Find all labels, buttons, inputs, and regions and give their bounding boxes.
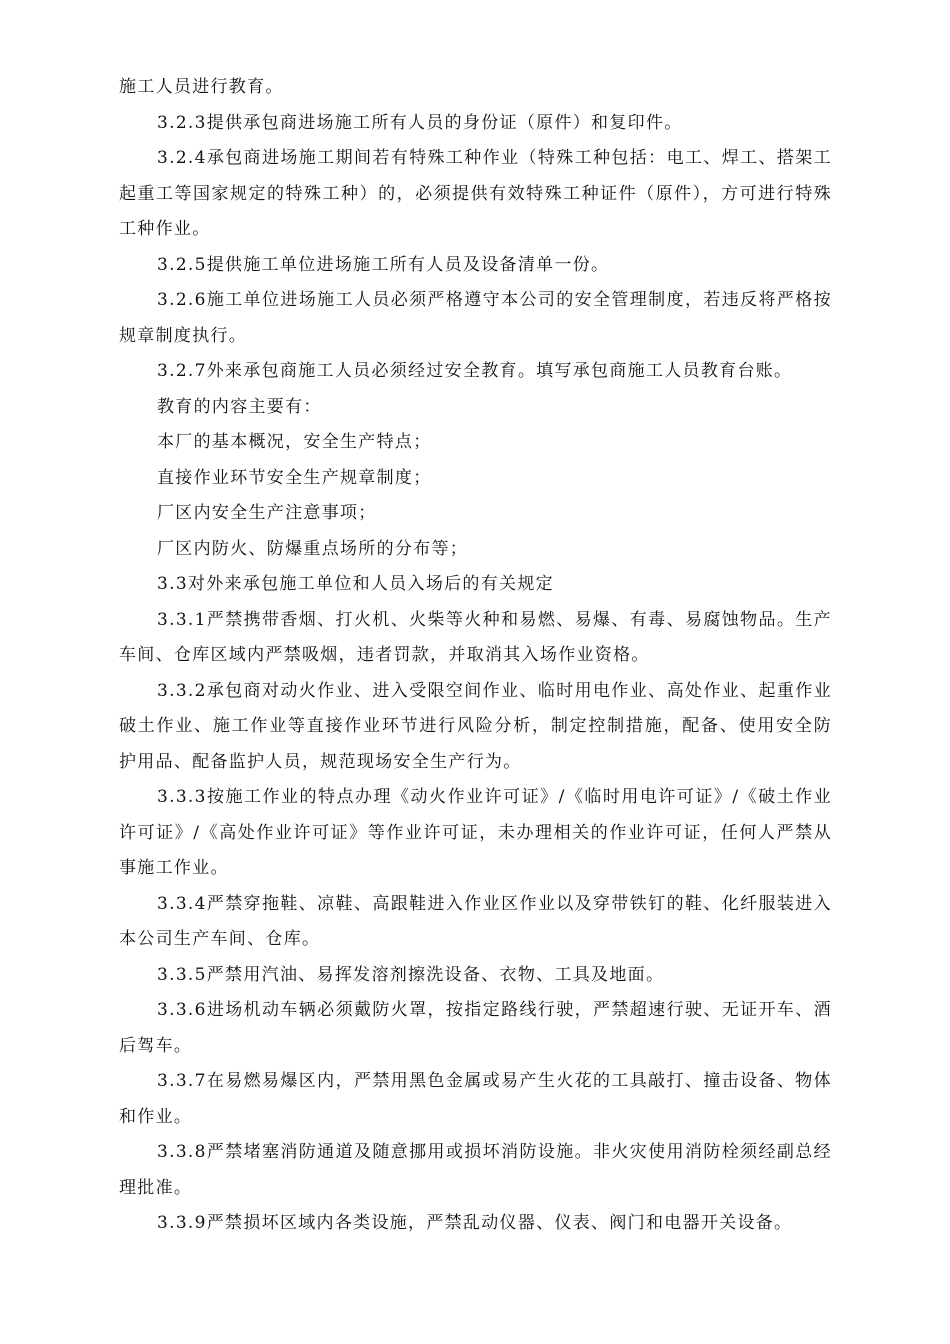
paragraph-3-3-3: 3.3.3按施工作业的特点办理《动火作业许可证》/《临时用电许可证》/《破土作业许可证》/《高处作业许可证》等作业许可证，未办理相关的作业许可证，任何人严禁从事施工作业。 (119, 787, 832, 878)
paragraph-3-2-4: 3.2.4承包商进场施工期间若有特殊工种作业（特殊工种包括：电工、焊工、搭架工起重工等国家规定的特殊工种）的，必须提供有效特殊工种证件（原件），方可进行特殊工种作业。 (119, 148, 832, 239)
paragraph-3-3-6: 3.3.6进场机动车辆必须戴防火罩，按指定路线行驶，严禁超速行驶、无证开车、酒后驾车。 (119, 1000, 832, 1056)
paragraph-3-3-1: 3.3.1严禁携带香烟、打火机、火柴等火种和易燃、易爆、有毒、易腐蚀物品。生产车间、仓库区域内严禁吸烟，违者罚款，并取消其入场作业资格。 (119, 609, 832, 665)
paragraph-3-3-9: 3.3.9严禁损坏区域内各类设施，严禁乱动仪器、仪表、阀门和电器开关设备。 (157, 1213, 793, 1233)
list-item-education-1: 本厂的基本概况，安全生产特点； (157, 432, 432, 452)
paragraph-3-3-7: 3.3.7在易燃易爆区内，严禁用黑色金属或易产生火花的工具敲打、撞击设备、物体和作业。 (119, 1071, 832, 1127)
list-item-education-4: 厂区内防火、防爆重点场所的分布等； (157, 538, 469, 559)
list-item-education-2: 直接作业环节安全生产规章制度； (157, 467, 432, 488)
paragraph-3-2-3: 3.2.3提供承包商进场施工所有人员的身份证（原件）和复印件。 (157, 112, 683, 133)
section-heading-3-3: 3.3对外来承包施工单位和人员入场后的有关规定 (157, 574, 554, 594)
paragraph-3-2-5: 3.2.5提供施工单位进场施工所有人员及设备清单一份。 (157, 254, 610, 275)
paragraph-3-3-5: 3.3.5严禁用汽油、易挥发溶剂擦洗设备、衣物、工具及地面。 (157, 964, 665, 985)
paragraph-3-2-7: 3.2.7外来承包商施工人员必须经过安全教育。填写承包商施工人员教育台账。 (157, 361, 793, 381)
paragraph-3-3-4: 3.3.4严禁穿拖鞋、凉鞋、高跟鞋进入作业区作业以及穿带铁钉的鞋、化纤服装进入本公司生产车间、仓库。 (119, 893, 832, 949)
paragraph-education-intro: 教育的内容主要有： (157, 396, 322, 417)
document-body (119, 70, 832, 1242)
paragraph-continuation: 施工人员进行教育。 (119, 77, 284, 97)
paragraph-3-2-6: 3.2.6施工单位进场施工人员必须严格遵守本公司的安全管理制度，若违反将严格按规章制度执行。 (119, 290, 832, 346)
paragraph-3-3-8: 3.3.8严禁堵塞消防通道及随意挪用或损坏消防设施。非火灾使用消防栓须经副总经理批准。 (119, 1142, 832, 1198)
list-item-education-3: 厂区内安全生产注意事项； (157, 503, 377, 523)
paragraph-3-3-2: 3.3.2承包商对动火作业、进入受限空间作业、临时用电作业、高处作业、起重作业破土作业、施工作业等直接作业环节进行风险分析，制定控制措施，配备、使用安全防护用品、配备监护人员，规范现场安全生产行为。 (119, 680, 832, 772)
